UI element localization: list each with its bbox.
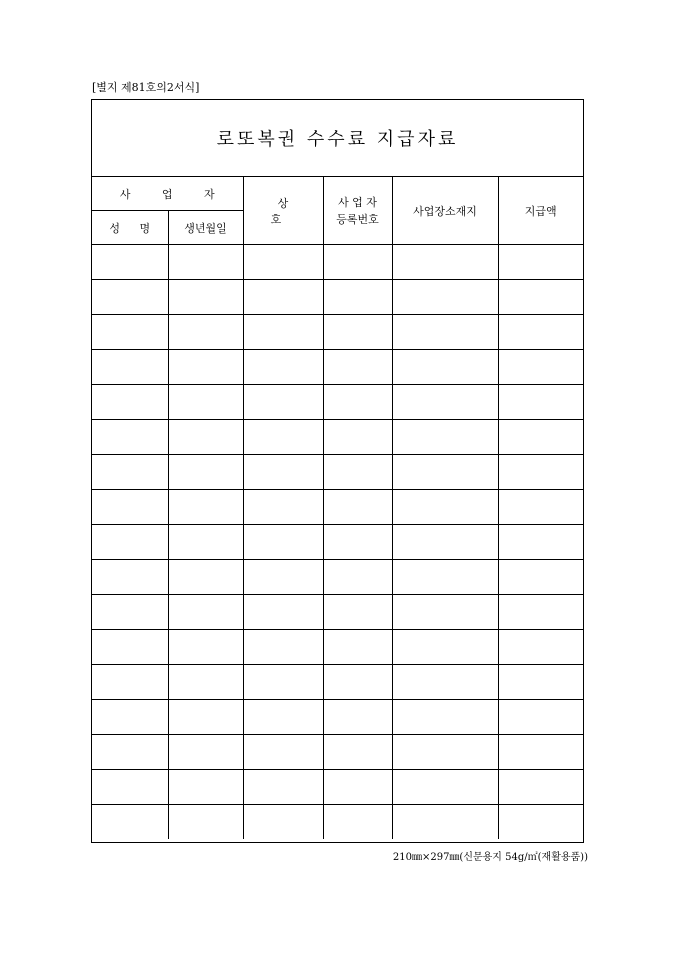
header-business-location: 사업장소재지 [392, 177, 498, 245]
cell-business-location[interactable] [392, 245, 498, 280]
cell-trade-name[interactable] [243, 455, 323, 490]
form-number: [별지 제81호의2서식] [92, 81, 200, 94]
header-trade-name: 상 호 [243, 177, 323, 245]
cell-name[interactable] [92, 805, 168, 840]
cell-business-location[interactable] [392, 280, 498, 315]
form-frame [91, 99, 584, 843]
header-payment-amount: 지급액 [498, 177, 583, 245]
cell-registration-number[interactable] [323, 455, 392, 490]
cell-registration-number[interactable] [323, 245, 392, 280]
cell-birth-date[interactable] [168, 490, 243, 525]
cell-registration-number[interactable] [323, 805, 392, 840]
cell-name[interactable] [92, 280, 168, 315]
cell-trade-name[interactable] [243, 630, 323, 665]
cell-payment-amount[interactable] [498, 490, 583, 525]
cell-payment-amount[interactable] [498, 665, 583, 700]
cell-payment-amount[interactable] [498, 700, 583, 735]
header-name: 성 명 [92, 211, 168, 245]
cell-birth-date[interactable] [168, 595, 243, 630]
cell-trade-name[interactable] [243, 700, 323, 735]
cell-registration-number[interactable] [323, 280, 392, 315]
table-row [92, 455, 583, 490]
paper-spec-note: 210㎜×297㎜(신문용지 54g/㎡(재활용품)) [392, 852, 588, 863]
cell-trade-name[interactable] [243, 420, 323, 455]
cell-registration-number[interactable] [323, 490, 392, 525]
cell-name[interactable] [92, 245, 168, 280]
cell-registration-number[interactable] [323, 525, 392, 560]
cell-business-location[interactable] [392, 455, 498, 490]
table-row [92, 315, 583, 350]
table-row [92, 280, 583, 315]
cell-payment-amount[interactable] [498, 280, 583, 315]
cell-payment-amount[interactable] [498, 315, 583, 350]
header-birth-date: 생년월일 [168, 211, 243, 245]
cell-birth-date[interactable] [168, 805, 243, 840]
cell-birth-date[interactable] [168, 420, 243, 455]
cell-registration-number[interactable] [323, 735, 392, 770]
cell-birth-date[interactable] [168, 700, 243, 735]
table-row [92, 805, 583, 840]
cell-registration-number[interactable] [323, 385, 392, 420]
cell-birth-date[interactable] [168, 665, 243, 700]
cell-name[interactable] [92, 490, 168, 525]
cell-registration-number[interactable] [323, 630, 392, 665]
cell-registration-number[interactable] [323, 665, 392, 700]
form-title: 로또복권 수수료 지급자료 [216, 129, 459, 150]
cell-business-location[interactable] [392, 420, 498, 455]
cell-business-location[interactable] [392, 630, 498, 665]
table-row [92, 245, 583, 280]
cell-registration-number[interactable] [323, 560, 392, 595]
cell-name[interactable] [92, 770, 168, 805]
table-row [92, 700, 583, 735]
header-row-1 [92, 177, 583, 211]
cell-name[interactable] [92, 350, 168, 385]
cell-birth-date[interactable] [168, 350, 243, 385]
cell-name[interactable] [92, 455, 168, 490]
cell-birth-date[interactable] [168, 525, 243, 560]
cell-business-location[interactable] [392, 805, 498, 840]
cell-name[interactable] [92, 700, 168, 735]
cell-registration-number[interactable] [323, 770, 392, 805]
cell-birth-date[interactable] [168, 455, 243, 490]
cell-birth-date[interactable] [168, 735, 243, 770]
cell-trade-name[interactable] [243, 315, 323, 350]
cell-name[interactable] [92, 420, 168, 455]
cell-trade-name[interactable] [243, 385, 323, 420]
cell-registration-number[interactable] [323, 315, 392, 350]
cell-trade-name[interactable] [243, 525, 323, 560]
table-row [92, 770, 583, 805]
cell-trade-name[interactable] [243, 595, 323, 630]
cell-name[interactable] [92, 560, 168, 595]
table-row [92, 385, 583, 420]
title-box [92, 100, 583, 177]
cell-payment-amount[interactable] [498, 385, 583, 420]
cell-name[interactable] [92, 665, 168, 700]
table-row [92, 560, 583, 595]
cell-trade-name[interactable] [243, 770, 323, 805]
cell-payment-amount[interactable] [498, 455, 583, 490]
payment-table [92, 177, 583, 839]
cell-trade-name[interactable] [243, 735, 323, 770]
cell-payment-amount[interactable] [498, 735, 583, 770]
cell-trade-name[interactable] [243, 245, 323, 280]
cell-birth-date[interactable] [168, 280, 243, 315]
cell-business-location[interactable] [392, 490, 498, 525]
cell-birth-date[interactable] [168, 630, 243, 665]
cell-trade-name[interactable] [243, 350, 323, 385]
cell-business-location[interactable] [392, 385, 498, 420]
cell-business-location[interactable] [392, 350, 498, 385]
cell-birth-date[interactable] [168, 560, 243, 595]
table-row [92, 665, 583, 700]
table-row [92, 595, 583, 630]
cell-business-location[interactable] [392, 665, 498, 700]
table-row [92, 630, 583, 665]
cell-name[interactable] [92, 315, 168, 350]
cell-registration-number[interactable] [323, 350, 392, 385]
table-row [92, 350, 583, 385]
cell-birth-date[interactable] [168, 385, 243, 420]
cell-payment-amount[interactable] [498, 560, 583, 595]
header-registration-number: 사 업 자 등록번호 [323, 177, 392, 245]
table-row [92, 735, 583, 770]
cell-birth-date[interactable] [168, 315, 243, 350]
cell-payment-amount[interactable] [498, 770, 583, 805]
cell-name[interactable] [92, 525, 168, 560]
cell-trade-name[interactable] [243, 665, 323, 700]
cell-registration-number[interactable] [323, 700, 392, 735]
cell-business-location[interactable] [392, 525, 498, 560]
cell-registration-number[interactable] [323, 420, 392, 455]
cell-name[interactable] [92, 735, 168, 770]
cell-name[interactable] [92, 630, 168, 665]
cell-business-location[interactable] [392, 595, 498, 630]
cell-registration-number[interactable] [323, 595, 392, 630]
cell-birth-date[interactable] [168, 770, 243, 805]
cell-trade-name[interactable] [243, 805, 323, 840]
cell-business-location[interactable] [392, 735, 498, 770]
cell-business-location[interactable] [392, 560, 498, 595]
cell-trade-name[interactable] [243, 560, 323, 595]
cell-payment-amount[interactable] [498, 245, 583, 280]
cell-payment-amount[interactable] [498, 420, 583, 455]
cell-business-location[interactable] [392, 700, 498, 735]
cell-payment-amount[interactable] [498, 805, 583, 840]
cell-trade-name[interactable] [243, 490, 323, 525]
cell-payment-amount[interactable] [498, 630, 583, 665]
cell-name[interactable] [92, 385, 168, 420]
cell-trade-name[interactable] [243, 280, 323, 315]
cell-name[interactable] [92, 595, 168, 630]
table-row [92, 525, 583, 560]
cell-business-location[interactable] [392, 315, 498, 350]
cell-birth-date[interactable] [168, 245, 243, 280]
table-row [92, 420, 583, 455]
header-business-operator: 사 업 자 [92, 177, 243, 211]
cell-payment-amount[interactable] [498, 525, 583, 560]
cell-payment-amount[interactable] [498, 595, 583, 630]
cell-payment-amount[interactable] [498, 350, 583, 385]
table-row [92, 490, 583, 525]
cell-business-location[interactable] [392, 770, 498, 805]
